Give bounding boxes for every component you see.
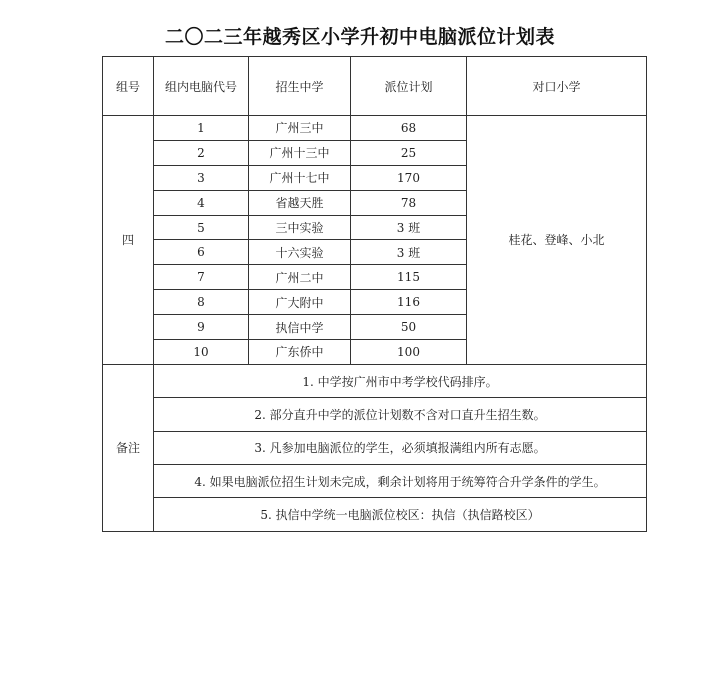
school-name-cell: 三中实验	[249, 215, 351, 240]
school-name-cell: 广大附中	[249, 290, 351, 315]
group-number-cell: 四	[103, 116, 154, 365]
computer-code-cell: 10	[154, 340, 249, 365]
school-name-cell: 十六实验	[249, 240, 351, 265]
allocation-plan-cell: 100	[351, 340, 467, 365]
allocation-plan-cell: 50	[351, 315, 467, 340]
allocation-plan-cell: 3 班	[351, 240, 467, 265]
table-row	[103, 116, 647, 141]
note-row	[103, 364, 647, 397]
allocation-plan-cell: 170	[351, 165, 467, 190]
header-feeder-schools: 对口小学	[467, 57, 647, 116]
header-enrolling-school: 招生中学	[249, 57, 351, 116]
computer-code-cell: 1	[154, 116, 249, 141]
allocation-plan-cell: 115	[351, 265, 467, 290]
allocation-plan-cell: 25	[351, 140, 467, 165]
header-computer-code: 组内电脑代号	[154, 57, 249, 116]
header-group-number: 组号	[103, 57, 154, 116]
allocation-plan-cell: 3 班	[351, 215, 467, 240]
note-text: 4. 如果电脑派位招生计划未完成，剩余计划将用于统筹符合升学条件的学生。	[154, 465, 647, 498]
notes-label: 备注	[103, 364, 154, 531]
note-text: 3. 凡参加电脑派位的学生，必须填报满组内所有志愿。	[154, 431, 647, 464]
school-name-cell: 省越天胜	[249, 190, 351, 215]
school-name-cell: 广州十七中	[249, 165, 351, 190]
computer-code-cell: 3	[154, 165, 249, 190]
computer-code-cell: 5	[154, 215, 249, 240]
table-body	[103, 116, 647, 365]
note-row	[103, 498, 647, 531]
feeder-schools-cell: 桂花、登峰、小北	[467, 116, 647, 365]
computer-code-cell: 2	[154, 140, 249, 165]
note-text: 1. 中学按广州市中考学校代码排序。	[154, 364, 647, 397]
school-name-cell: 广州十三中	[249, 140, 351, 165]
computer-code-cell: 8	[154, 290, 249, 315]
note-row	[103, 398, 647, 431]
document-title: 二〇二三年越秀区小学升初中电脑派位计划表	[164, 26, 555, 48]
allocation-plan-table	[102, 56, 647, 532]
note-row	[103, 465, 647, 498]
table-header-row	[103, 57, 647, 116]
allocation-plan-cell: 116	[351, 290, 467, 315]
computer-code-cell: 9	[154, 315, 249, 340]
note-text: 5. 执信中学统一电脑派位校区：执信（执信路校区）	[154, 498, 647, 531]
note-text: 2. 部分直升中学的派位计划数不含对口直升生招生数。	[154, 398, 647, 431]
allocation-plan-cell: 68	[351, 116, 467, 141]
computer-code-cell: 4	[154, 190, 249, 215]
school-name-cell: 广东侨中	[249, 340, 351, 365]
computer-code-cell: 6	[154, 240, 249, 265]
allocation-plan-cell: 78	[351, 190, 467, 215]
school-name-cell: 执信中学	[249, 315, 351, 340]
school-name-cell: 广州三中	[249, 116, 351, 141]
note-row	[103, 431, 647, 464]
notes-section	[103, 364, 647, 531]
school-name-cell: 广州二中	[249, 265, 351, 290]
header-allocation-plan: 派位计划	[351, 57, 467, 116]
computer-code-cell: 7	[154, 265, 249, 290]
